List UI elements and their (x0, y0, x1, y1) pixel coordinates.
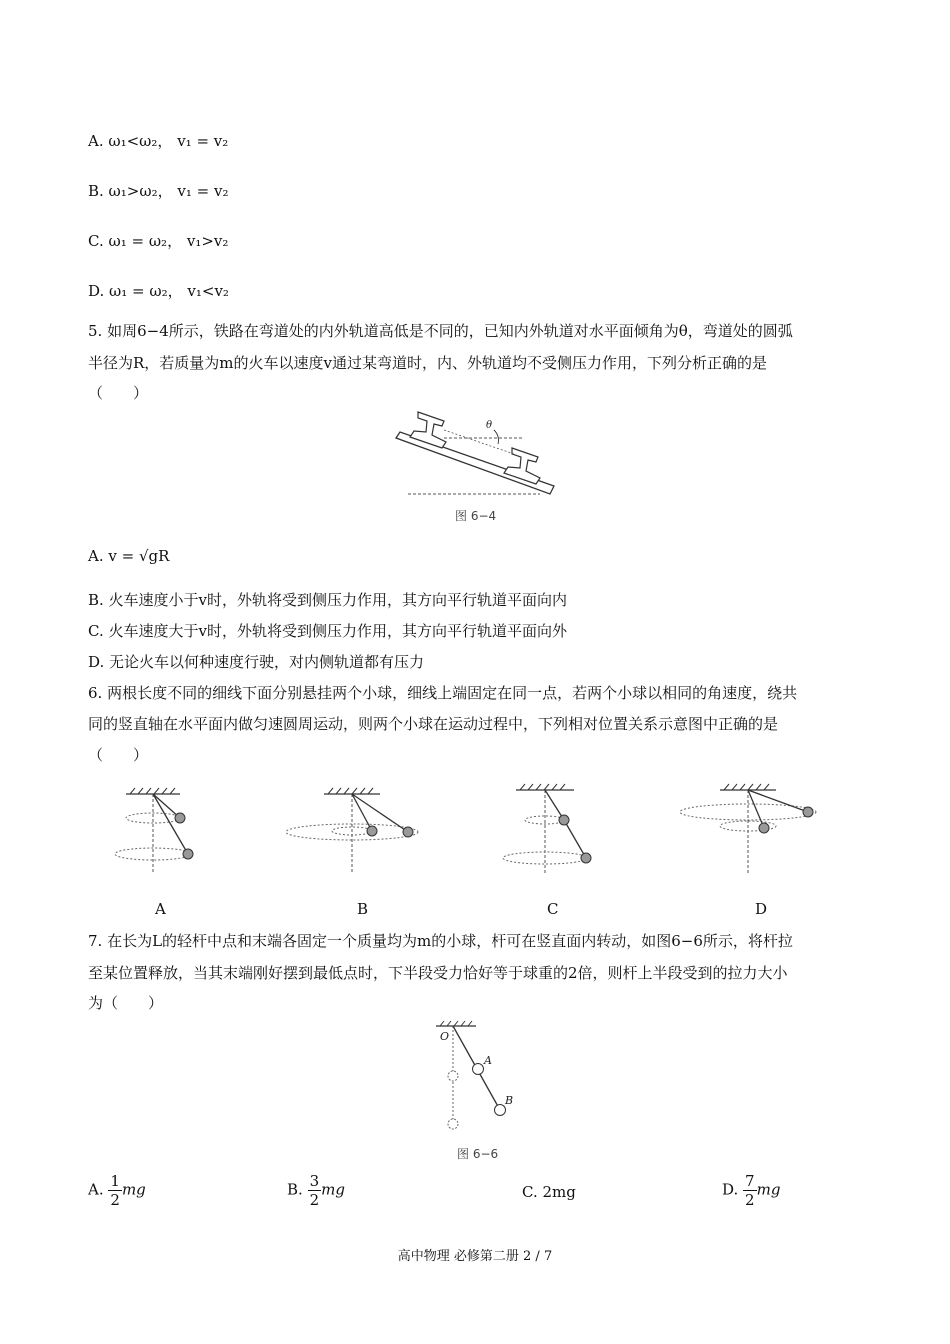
q4-option-d: D. ω₁ = ω₂， v₁<v₂ (88, 282, 229, 300)
q7-option-c: C. 2mg (522, 1183, 576, 1201)
q7-label-b: B (505, 1094, 514, 1107)
fraction: $\frac{3}{2}$ (309, 1172, 320, 1209)
q4-option-c: C. ω₁ = ω₂， v₁>v₂ (88, 232, 229, 250)
q7-option-d: D. $\frac{7}{2}$ mg (722, 1172, 781, 1209)
q5-theta-label: θ (486, 420, 493, 431)
q6-figure-d (672, 780, 842, 876)
q6-label-b: B (357, 900, 369, 918)
q6-stem-line1: 6. 两根长度不同的细线下面分别悬挂两个小球，细线上端固定在同一点，若两个小球以相同的角速度，绕共 (88, 684, 798, 702)
q7-label-a: A (484, 1054, 492, 1067)
q6-label-c: C (547, 900, 559, 918)
q5-option-c: C. 火车速度大于v时，外轨将受到侧压力作用，其方向平行轨道平面向外 (88, 622, 567, 640)
q7-stem-line1: 7. 在长为L的轻杆中点和末端各固定一个质量均为m的小球，杆可在竖直面内转动，如图6−6所示，将杆拉 (88, 932, 793, 950)
q7-option-b: B. $\frac{3}{2}$ mg (287, 1172, 345, 1209)
q5-option-b: B. 火车速度小于v时，外轨将受到侧压力作用，其方向平行轨道平面向内 (88, 591, 568, 609)
q6-stem-line2: 同的竖直轴在水平面内做匀速圆周运动，则两个小球在运动过程中，下列相对位置关系示意图中正确的是 (88, 715, 779, 733)
fraction: $\frac{1}{2}$ (110, 1172, 120, 1209)
q7-stem-line2: 至某位置释放，当其末端刚好摆到最低点时，下半段受力恰好等于球重的2倍，则杆上半段受到的拉力大小 (88, 964, 788, 982)
q5-stem-line3: （ ） (88, 384, 149, 402)
q6-label-a: A (155, 900, 166, 918)
q4-option-b: B. ω₁>ω₂， v₁ = v₂ (88, 182, 229, 200)
q6-label-d: D (755, 900, 768, 918)
q7-option-a: A. $\frac{1}{2}$ mg (88, 1172, 146, 1209)
q5-stem-line1: 5. 如周6−4所示，铁路在弯道处的内外轨道高低是不同的，已知内外轨道对水平面倾角为θ，弯道处的圆弧 (88, 322, 793, 340)
q6-stem-line3: （ ） (88, 746, 149, 764)
q6-figure-b (282, 784, 432, 876)
q5-option-a: A. v = √gR (88, 547, 170, 565)
q7-rod-figure (430, 1018, 520, 1136)
q7-stem-line3: 为（ ） (88, 994, 164, 1012)
q4-option-a: A. ω₁<ω₂， v₁ = v₂ (88, 132, 229, 150)
fraction: $\frac{7}{2}$ (745, 1172, 755, 1209)
q5-stem-line2: 半径为R，若质量为m的火车以速度v通过某弯道时，内、外轨道均不受侧压力作用，下列分析正确的是 (88, 354, 767, 372)
q7-figure-caption: 图 6−6 (457, 1147, 499, 1161)
page-footer: 高中物理 必修第二册 2 / 7 (397, 1249, 553, 1264)
q6-figure-a (108, 784, 218, 876)
q5-figure-caption: 图 6−4 (455, 509, 497, 523)
q5-rail-figure (390, 408, 560, 500)
q6-figure-c (500, 780, 610, 876)
q5-option-d: D. 无论火车以何种速度行驶，对内侧轨道都有压力 (88, 653, 425, 671)
q7-label-o: O (440, 1030, 450, 1043)
